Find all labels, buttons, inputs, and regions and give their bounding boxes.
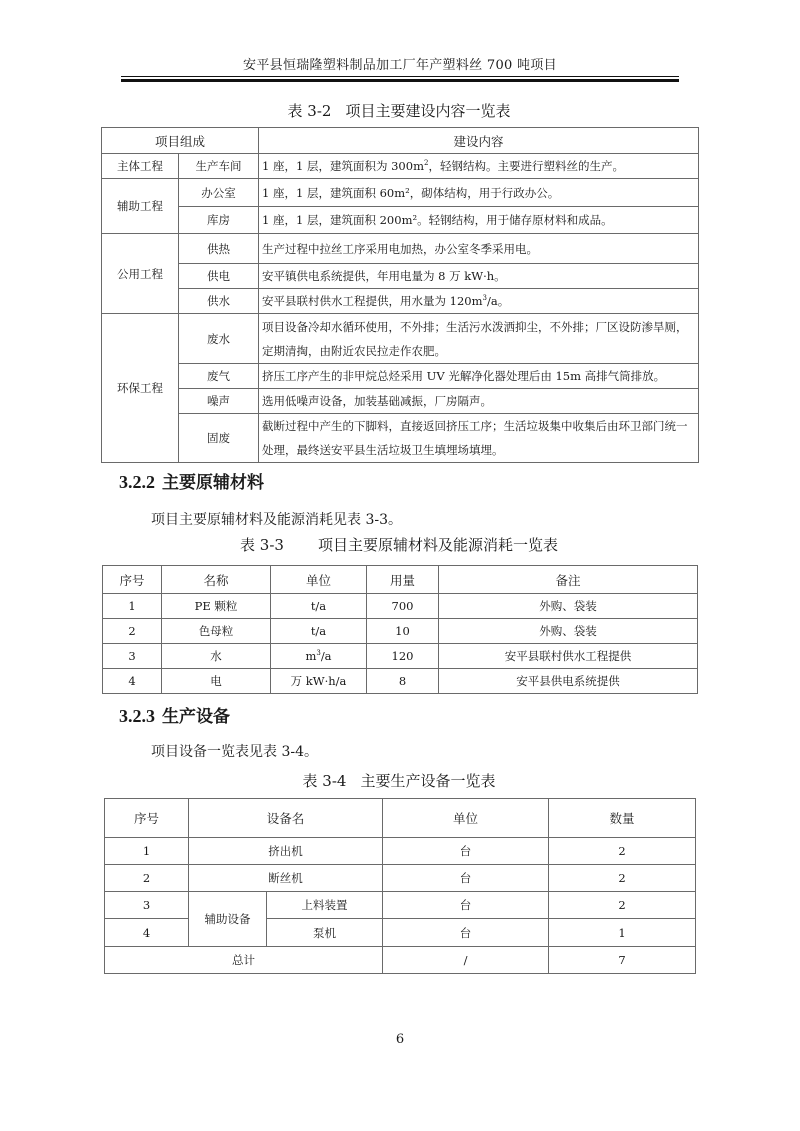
header-cell: 项目组成 bbox=[102, 128, 259, 154]
unit-cell: t/a bbox=[271, 619, 367, 644]
no-cell: 2 bbox=[105, 865, 189, 892]
header-cell: 名称 bbox=[162, 566, 271, 594]
unit-cell: t/a bbox=[271, 594, 367, 619]
caption-title: 项目主要原辅材料及能源消耗一览表 bbox=[317, 536, 558, 554]
item-cell: 库房 bbox=[179, 207, 259, 234]
item-cell: 供水 bbox=[179, 289, 259, 314]
section-title: 生产设备 bbox=[162, 707, 230, 727]
item-cell: 废水 bbox=[179, 314, 259, 364]
table-row bbox=[102, 264, 699, 289]
header-cell: 建设内容 bbox=[259, 128, 699, 154]
content-cell: 挤压工序产生的非甲烷总烃采用 UV 光解净化器处理后由 15m 高排气筒排放。 bbox=[259, 364, 699, 389]
qty-cell: 2 bbox=[549, 865, 696, 892]
header-cell: 备注 bbox=[439, 566, 698, 594]
caption-title: 主要生产设备一览表 bbox=[360, 772, 496, 790]
no-cell: 4 bbox=[105, 919, 189, 947]
caption-title: 项目主要建设内容一览表 bbox=[345, 102, 511, 120]
content-cell: 安平县联村供水工程提供，用水量为 $120m^3/a$。 bbox=[259, 289, 699, 314]
category-cell: 公用工程 bbox=[102, 234, 179, 314]
category-cell: 主体工程 bbox=[102, 154, 179, 179]
unit-cell: $m^3/a$ bbox=[271, 644, 367, 669]
section-heading-3-2-2 bbox=[119, 472, 264, 493]
item-cell: 废气 bbox=[179, 364, 259, 389]
no-cell: 3 bbox=[103, 644, 162, 669]
qty-cell: 2 bbox=[549, 892, 696, 919]
table-header-row bbox=[105, 799, 696, 838]
item-cell: 供热 bbox=[179, 234, 259, 264]
name-cell: PE 颗粒 bbox=[162, 594, 271, 619]
table-row bbox=[102, 179, 699, 207]
table-3-4 bbox=[104, 798, 696, 974]
equipment-name-cell: 挤出机 bbox=[189, 838, 383, 865]
table-row bbox=[102, 207, 699, 234]
page-number: 6 bbox=[395, 1032, 405, 1047]
table-row bbox=[103, 669, 698, 694]
table-row bbox=[102, 389, 699, 414]
unit-cell: 台 bbox=[383, 892, 549, 919]
content-cell: 项目设备冷却水循环使用，不外排；生活污水泼洒抑尘，不外排；厂区设防渗旱厕，定期清掏，由附近农民拉走作农肥。 bbox=[259, 314, 699, 364]
content-cell: 生产过程中拉丝工序采用电加热，办公室冬季采用电。 bbox=[259, 234, 699, 264]
no-cell: 4 bbox=[103, 669, 162, 694]
table-row bbox=[103, 619, 698, 644]
name-cell: 水 bbox=[162, 644, 271, 669]
note-cell: 外购、袋装 bbox=[439, 619, 698, 644]
content-cell: 选用低噪声设备，加装基础减振，厂房隔声。 bbox=[259, 389, 699, 414]
item-cell: 供电 bbox=[179, 264, 259, 289]
amount-cell: 120 bbox=[367, 644, 439, 669]
item-cell: 办公室 bbox=[179, 179, 259, 207]
header-rule-thick bbox=[121, 79, 679, 82]
note-cell: 外购、袋装 bbox=[439, 594, 698, 619]
content-cell: 安平镇供电系统提供，年用电量为 8 万 kW·h。 bbox=[259, 264, 699, 289]
caption-number: 表 3-4 bbox=[302, 772, 347, 790]
table-row bbox=[102, 314, 699, 364]
name-cell: 电 bbox=[162, 669, 271, 694]
table-row bbox=[102, 154, 699, 179]
qty-cell: 7 bbox=[549, 947, 696, 974]
paragraph: 项目主要原辅材料及能源消耗见表 3-3。 bbox=[151, 512, 402, 528]
content-cell: 截断过程中产生的下脚料，直接返回挤压工序；生活垃圾集中收集后由环卫部门统一处理，最终送安平县生活垃圾卫生填埋场填埋。 bbox=[259, 414, 699, 463]
no-cell: 2 bbox=[103, 619, 162, 644]
content-cell: 1 座，1 层，建筑面积 60m²，砌体结构，用于行政办公。 bbox=[259, 179, 699, 207]
total-label-cell: 总计 bbox=[105, 947, 383, 974]
amount-cell: 10 bbox=[367, 619, 439, 644]
header-cell: 单位 bbox=[383, 799, 549, 838]
equipment-name-cell: 泵机 bbox=[267, 919, 383, 947]
equipment-group-cell: 辅助设备 bbox=[189, 892, 267, 947]
header-rule bbox=[121, 76, 679, 77]
content-cell: 1 座，1 层，建筑面积为 $300m^2$，轻钢结构。主要进行塑料丝的生产。 bbox=[259, 154, 699, 179]
section-number: 3.2.3 bbox=[119, 706, 155, 726]
table-3-4-caption bbox=[100, 772, 698, 790]
amount-cell: 8 bbox=[367, 669, 439, 694]
table-row bbox=[103, 644, 698, 669]
table-row bbox=[105, 838, 696, 865]
note-cell: 安平县供电系统提供 bbox=[439, 669, 698, 694]
no-cell: 3 bbox=[105, 892, 189, 919]
table-row bbox=[103, 594, 698, 619]
header-cell: 序号 bbox=[103, 566, 162, 594]
table-row bbox=[102, 289, 699, 314]
table-3-3 bbox=[102, 565, 698, 694]
no-cell: 1 bbox=[105, 838, 189, 865]
table-row bbox=[102, 234, 699, 264]
item-cell: 固废 bbox=[179, 414, 259, 463]
equipment-name-cell: 断丝机 bbox=[189, 865, 383, 892]
amount-cell: 700 bbox=[367, 594, 439, 619]
section-heading-3-2-3 bbox=[119, 706, 230, 727]
qty-cell: 2 bbox=[549, 838, 696, 865]
running-header: 安平县恒瑞隆塑料制品加工厂年产塑料丝 700 吨项目 bbox=[243, 58, 557, 73]
equipment-name-cell: 上料装置 bbox=[267, 892, 383, 919]
header-cell: 序号 bbox=[105, 799, 189, 838]
unit-cell: 台 bbox=[383, 838, 549, 865]
category-cell: 环保工程 bbox=[102, 314, 179, 463]
table-row bbox=[102, 364, 699, 389]
header-cell: 设备名 bbox=[189, 799, 383, 838]
table-row bbox=[102, 414, 699, 463]
content-cell: 1 座，1 层，建筑面积 200m²。轻钢结构，用于储存原材料和成品。 bbox=[259, 207, 699, 234]
table-3-3-caption bbox=[100, 536, 698, 554]
header-cell: 单位 bbox=[271, 566, 367, 594]
unit-cell: 万 kW·h/a bbox=[271, 669, 367, 694]
unit-cell: 台 bbox=[383, 865, 549, 892]
table-total-row bbox=[105, 947, 696, 974]
unit-cell: / bbox=[383, 947, 549, 974]
header-cell: 用量 bbox=[367, 566, 439, 594]
item-cell: 噪声 bbox=[179, 389, 259, 414]
table-3-2-caption bbox=[100, 102, 698, 120]
note-cell: 安平县联村供水工程提供 bbox=[439, 644, 698, 669]
header-cell: 数量 bbox=[549, 799, 696, 838]
table-3-2 bbox=[101, 127, 699, 463]
caption-number: 表 3-3 bbox=[240, 536, 284, 554]
item-cell: 生产车间 bbox=[179, 154, 259, 179]
category-cell: 辅助工程 bbox=[102, 179, 179, 234]
unit-cell: 台 bbox=[383, 919, 549, 947]
no-cell: 1 bbox=[103, 594, 162, 619]
table-row bbox=[105, 892, 696, 919]
section-number: 3.2.2 bbox=[119, 472, 155, 492]
table-row bbox=[105, 865, 696, 892]
caption-number: 表 3-2 bbox=[287, 102, 332, 120]
section-title: 主要原辅材料 bbox=[162, 473, 264, 493]
name-cell: 色母粒 bbox=[162, 619, 271, 644]
qty-cell: 1 bbox=[549, 919, 696, 947]
table-header-row bbox=[102, 128, 699, 154]
table-header-row bbox=[103, 566, 698, 594]
paragraph: 项目设备一览表见表 3-4。 bbox=[151, 744, 318, 760]
